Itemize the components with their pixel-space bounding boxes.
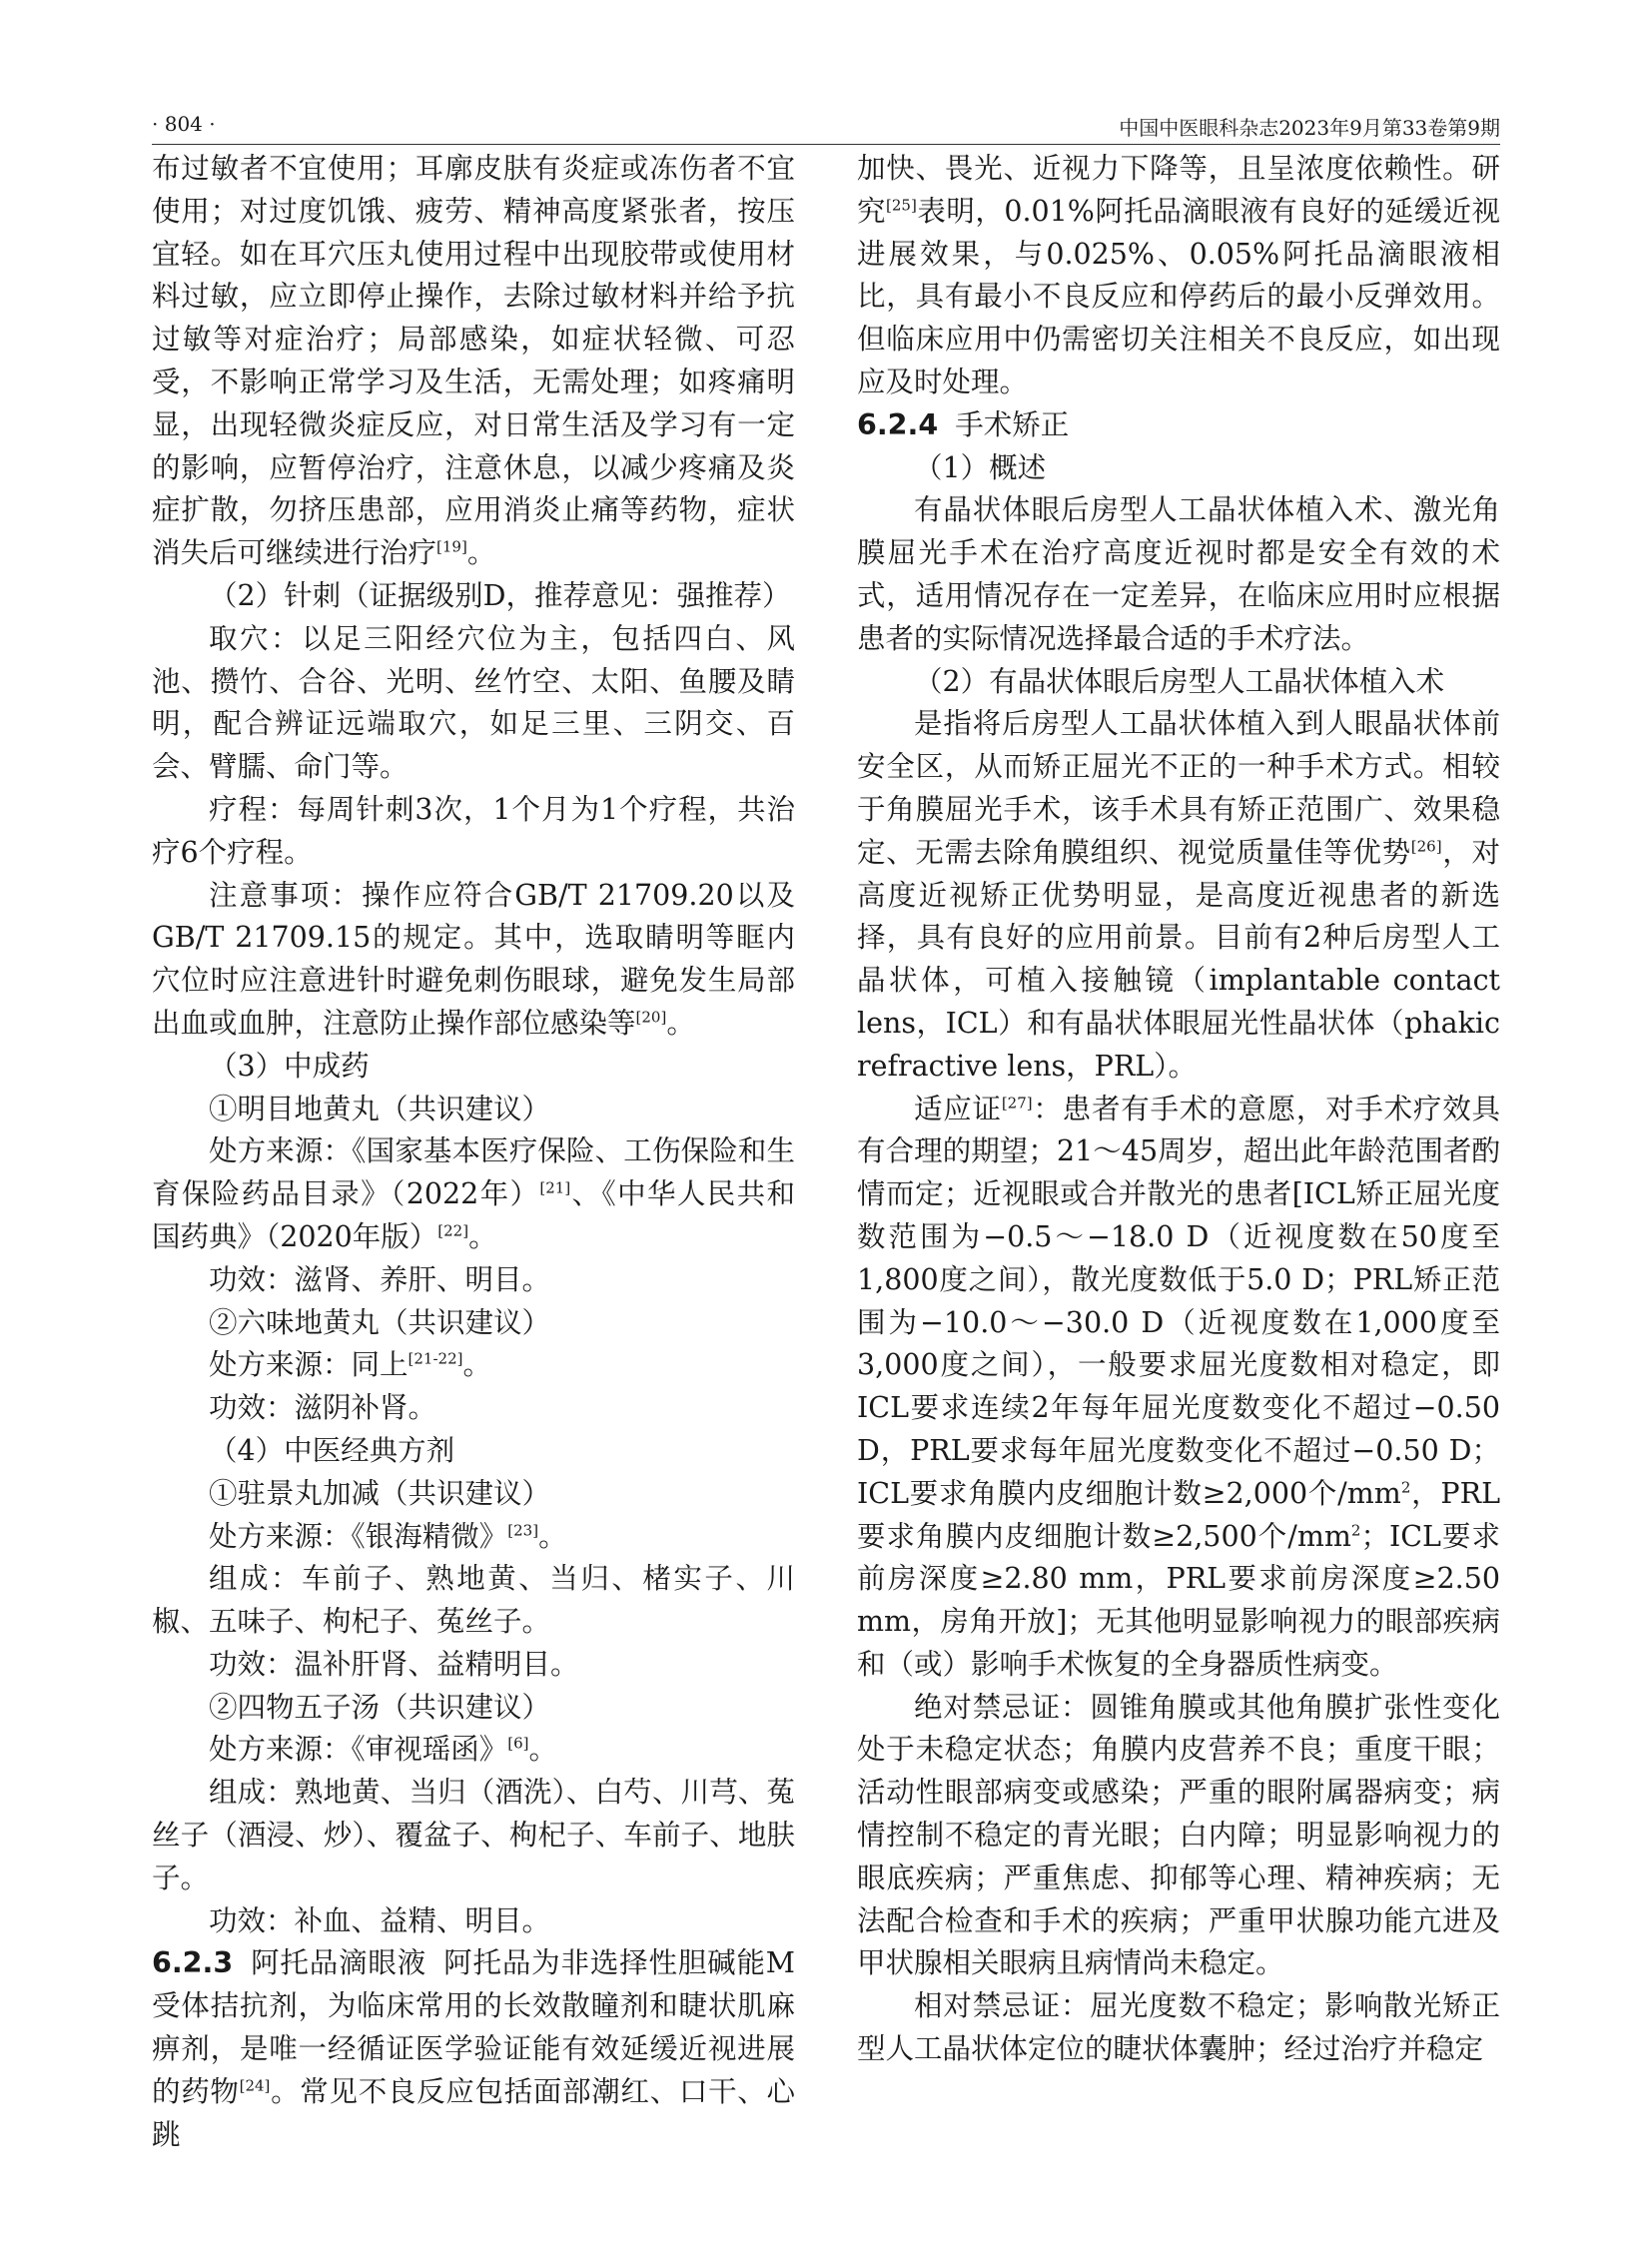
- paragraph: 组成：熟地黄、当归（酒洗）、白芍、川芎、菟丝子（酒浸、炒）、覆盆子、枸杞子、车前子、地肤子。: [152, 1776, 795, 1894]
- paragraph: （3）中成药: [209, 1049, 370, 1083]
- paragraph: 相对禁忌证：屈光度数不稳定；影响散光矫正型人工晶状体定位的睫状体囊肿；经过治疗并稳定: [857, 1989, 1500, 2066]
- paragraph: 注意事项：操作应符合GB/T 21709.20以及GB/T 21709.15的规定。其中，选取睛明等眶内穴位时应注意进针时避免刺伤眼球，避免发生局部出血或血肿，注意防止操作部位感染等[20]。: [152, 878, 795, 1040]
- citation[interactable]: [22]: [437, 1221, 469, 1240]
- citation[interactable]: [24]: [239, 2076, 271, 2095]
- paragraph: （2）有晶状体眼后房型人工晶状体植入术: [914, 664, 1445, 698]
- paragraph: 有晶状体眼后房型人工晶状体植入术、激光角膜屈光手术在治疗高度近视时都是安全有效的术式，适用情况存在一定差异，在临床应用时应根据患者的实际情况选择最合适的手术疗法。: [857, 493, 1500, 655]
- running-header: [152, 108, 1500, 145]
- paragraph: 处方来源：同上[21-22]。: [209, 1348, 491, 1382]
- paragraph: （4）中医经典方剂: [209, 1433, 455, 1467]
- paragraph: （2）针刺（证据级别D，推荐意见：强推荐）: [209, 578, 791, 612]
- paragraph: 疗程：每周针刺3次，1个月为1个疗程，共治疗6个疗程。: [152, 792, 795, 869]
- paragraph: ②四物五子汤（共识建议）: [209, 1690, 551, 1724]
- paragraph: 加快、畏光、近视力下降等，且呈浓度依赖性。研究[25]表明，0.01%阿托品滴眼液有良好的延缓近视进展效果，与0.025%、0.05%阿托品滴眼液相比，具有最小不良反应和停药后的最小反弹效用。但临床应用中仍需密切关注相关不良反应，如出现应及时处理。: [857, 152, 1500, 398]
- paragraph: 处方来源：《国家基本医疗保险、工伤保险和生育保险药品目录》（2022年）[21]、《中华人民共和国药典》（2020年版）[22]。: [152, 1134, 795, 1253]
- citation[interactable]: [20]: [635, 1008, 667, 1027]
- paragraph: 功效：温补肝肾、益精明目。: [209, 1647, 579, 1681]
- citation[interactable]: [21-22]: [408, 1349, 463, 1368]
- paragraph: 处方来源：《审视瑶函》[6]。: [209, 1733, 558, 1767]
- section-title: 手术矫正: [955, 407, 1070, 441]
- citation[interactable]: [25]: [886, 196, 917, 215]
- section-number: 6.2.3: [152, 1946, 234, 1980]
- paragraph: 布过敏者不宜使用；耳廓皮肤有炎症或冻伤者不宜使用；对过度饥饿、疲劳、精神高度紧张者，按压宜轻。如在耳穴压丸使用过程中出现胶带或使用材料过敏，应立即停止操作，去除过敏材料并给予抗过敏等对症治疗；局部感染，如症状轻微、可忍受，不影响正常学习及生活，无需处理；如疼痛明显，出现轻微炎症反应，对日常生活及学习有一定的影响，应暂停治疗，注意休息，以减少疼痛及炎症扩散，勿挤压患部，应用消炎止痛等药物，症状消失后可继续进行治疗[19]。: [152, 152, 795, 570]
- section-6-2-3: 6.2.3 阿托品滴眼液 阿托品为非选择性胆碱能M受体拮抗剂，为临床常用的长效散瞳剂和睫状肌麻痹剂，是唯一经循证医学验证能有效延缓近视进展的药物[24]。常见不良反应包括面部潮红、口干、心跳: [152, 1946, 795, 2151]
- paragraph: 功效：滋肾、养肝、明目。: [209, 1262, 551, 1296]
- citation[interactable]: [21]: [539, 1178, 571, 1197]
- paragraph: 是指将后房型人工晶状体植入到人眼晶状体前安全区，从而矫正屈光不正的一种手术方式。相较于角膜屈光手术，该手术具有矫正范围广、效果稳定、无需去除角膜组织、视觉质量佳等优势[26]，对高度近视矫正优势明显，是高度近视患者的新选择，具有良好的应用前景。目前有2种后房型人工晶状体，可植入接触镜（implantable contact lens，ICL）和有晶状体眼屈光性晶状体（phakic refractive lens，PRL）。: [857, 707, 1500, 1083]
- paragraph: ①明目地黄丸（共识建议）: [209, 1092, 551, 1125]
- left-column: [152, 148, 795, 2156]
- section-title: 阿托品滴眼液: [250, 1946, 427, 1980]
- page-number: · 804 ·: [152, 112, 216, 136]
- section-number: 6.2.4: [857, 407, 939, 441]
- paragraph: 绝对禁忌证：圆锥角膜或其他角膜扩张性变化处于未稳定状态；角膜内皮营养不良；重度干眼；活动性眼部病变或感染；严重的眼附属器病变；病情控制不稳定的青光眼；白内障；明显影响视力的眼底疾病；严重焦虑、抑郁等心理、精神疾病；无法配合检查和手术的疾病；严重甲状腺功能亢进及甲状腺相关眼病且病情尚未稳定。: [857, 1690, 1500, 1980]
- paragraph: 功效：滋阴补肾。: [209, 1391, 437, 1425]
- citation[interactable]: [27]: [1001, 1094, 1033, 1113]
- journal-issue: 中国中医眼科杂志2023年9月第33卷第9期: [1119, 116, 1500, 140]
- paragraph: 取穴：以足三阳经穴位为主，包括四白、风池、攒竹、合谷、光明、丝竹空、太阳、鱼腰及睛明，配合辨证远端取穴，如足三里、三阴交、百会、臂臑、命门等。: [152, 621, 795, 784]
- paragraph: ②六味地黄丸（共识建议）: [209, 1305, 551, 1339]
- citation[interactable]: [26]: [1410, 837, 1442, 856]
- section-6-2-4: [857, 404, 1500, 447]
- paragraph: （1）概述: [914, 450, 1047, 484]
- paragraph: 适应证[27]：患者有手术的意愿，对手术疗效具有合理的期望；21～45周岁，超出此年龄范围者酌情而定；近视眼或合并散光的患者[ICL矫正屈光度数范围为−0.5～−18.0 D（近视度数在50度至1,800度之间），散光度数低于5.0 D；PRL矫正范围为−10.0～−30.0 D（近视度数在1,000度至3,000度之间），一般要求屈光度数相对稳定，即ICL要求连续2年每年屈光度数变化不超过−0.50 D，PRL要求每年屈光度数变化不超过−0.50 D；ICL要求角膜内皮细胞计数≥2,000个$/mm^2$，PRL要求角膜内皮细胞计数≥2,500个$/mm^2$；ICL要求前房深度≥2.80 mm，PRL要求前房深度≥2.50 mm，房角开放]；无其他明显影响视力的眼部疾病和（或）影响手术恢复的全身器质性病变。: [857, 1092, 1500, 1681]
- citation[interactable]: [23]: [507, 1521, 539, 1539]
- citation[interactable]: [19]: [436, 537, 467, 556]
- paragraph: 功效：补血、益精、明目。: [209, 1903, 551, 1937]
- right-column: [857, 148, 1500, 2071]
- paragraph: 处方来源：《银海精微》[23]。: [209, 1519, 567, 1553]
- paragraph: ①驻景丸加减（共识建议）: [209, 1476, 551, 1510]
- citation[interactable]: [6]: [507, 1734, 529, 1753]
- paragraph: 组成：车前子、熟地黄、当归、楮实子、川椒、五味子、枸杞子、菟丝子。: [152, 1562, 795, 1639]
